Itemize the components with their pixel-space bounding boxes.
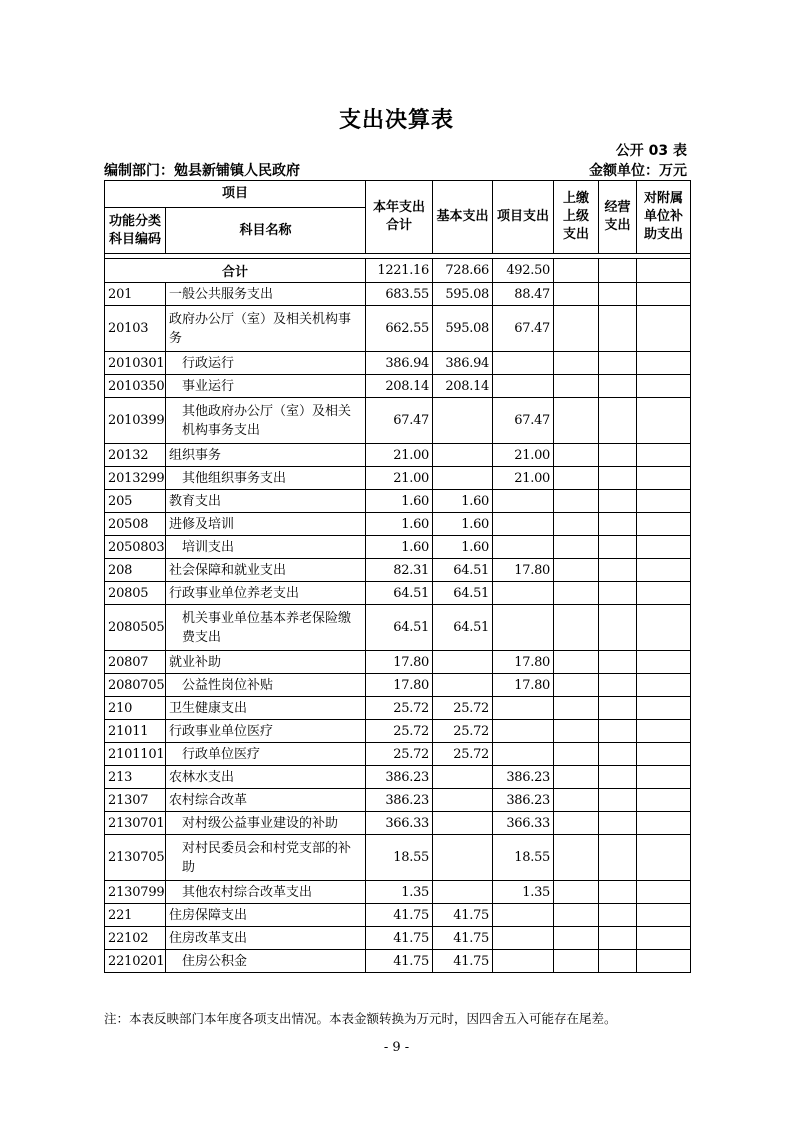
page-title: 支出决算表 [338, 108, 454, 133]
row-name: 其他政府办公厅（室）及相关机构事务支出 [166, 398, 366, 444]
row-total: 64.51 [366, 605, 433, 651]
row-name: 住房保障支出 [166, 904, 366, 927]
row-total: 67.47 [366, 398, 433, 444]
row-upper [554, 582, 599, 605]
table-row [105, 766, 691, 789]
expenditure-table [104, 180, 691, 973]
row-subsidy [637, 904, 691, 927]
row-code: 22102 [105, 927, 166, 950]
row-subsidy [637, 352, 691, 375]
row-upper [554, 812, 599, 835]
row-subsidy [637, 812, 691, 835]
row-business [599, 559, 637, 582]
row-project: 88.47 [493, 283, 554, 306]
row-business [599, 835, 637, 881]
row-subsidy [637, 881, 691, 904]
department-label: 编制部门：勉县新铺镇人民政府 [104, 163, 300, 179]
row-project [493, 697, 554, 720]
row-name: 对村民委员会和村党支部的补助 [166, 835, 366, 881]
table-row [105, 398, 691, 444]
table-code: 公开 03 表 [615, 143, 687, 159]
row-business [599, 881, 637, 904]
row-project: 1.35 [493, 881, 554, 904]
page-number: - 9 - [383, 1040, 410, 1055]
total-row [105, 259, 691, 283]
total-upper [554, 259, 599, 283]
row-subsidy [637, 697, 691, 720]
row-upper [554, 559, 599, 582]
row-name: 行政事业单位养老支出 [166, 582, 366, 605]
table-row [105, 283, 691, 306]
row-code: 2010350 [105, 375, 166, 398]
row-code: 2101101 [105, 743, 166, 766]
row-business [599, 720, 637, 743]
row-basic: 25.72 [433, 697, 493, 720]
row-business [599, 766, 637, 789]
row-subsidy [637, 283, 691, 306]
total-subsidy [637, 259, 691, 283]
table-row [105, 467, 691, 490]
row-name: 农村综合改革 [166, 789, 366, 812]
row-project: 18.55 [493, 835, 554, 881]
row-total: 1.60 [366, 490, 433, 513]
row-basic [433, 398, 493, 444]
row-total: 17.80 [366, 651, 433, 674]
row-basic [433, 467, 493, 490]
row-basic: 41.75 [433, 904, 493, 927]
row-project [493, 375, 554, 398]
row-business [599, 467, 637, 490]
row-business [599, 283, 637, 306]
row-code: 20103 [105, 306, 166, 352]
header-subject-name: 科目名称 [166, 208, 366, 254]
row-upper [554, 697, 599, 720]
row-basic: 64.51 [433, 582, 493, 605]
table-row [105, 490, 691, 513]
total-total: 1221.16 [366, 259, 433, 283]
row-project: 17.80 [493, 674, 554, 697]
row-basic: 208.14 [433, 375, 493, 398]
row-total: 21.00 [366, 444, 433, 467]
row-project: 67.47 [493, 306, 554, 352]
row-upper [554, 513, 599, 536]
row-total: 41.75 [366, 927, 433, 950]
row-subsidy [637, 490, 691, 513]
row-name: 住房改革支出 [166, 927, 366, 950]
total-basic: 728.66 [433, 259, 493, 283]
row-code: 2050803 [105, 536, 166, 559]
row-subsidy [637, 306, 691, 352]
table-row [105, 375, 691, 398]
row-subsidy [637, 766, 691, 789]
row-total: 64.51 [366, 582, 433, 605]
row-subsidy [637, 513, 691, 536]
header-business: 经营支出 [599, 181, 637, 254]
row-total: 21.00 [366, 467, 433, 490]
row-code: 20132 [105, 444, 166, 467]
row-business [599, 582, 637, 605]
row-project [493, 927, 554, 950]
row-subsidy [637, 950, 691, 973]
row-business [599, 398, 637, 444]
row-code: 20807 [105, 651, 166, 674]
row-business [599, 674, 637, 697]
row-subsidy [637, 536, 691, 559]
row-basic: 386.94 [433, 352, 493, 375]
table-row [105, 835, 691, 881]
table-note: 注：本表反映部门本年度各项支出情况。本表金额转换为万元时，因四舍五入可能存在尾差。 [104, 1011, 617, 1026]
row-business [599, 352, 637, 375]
row-project [493, 490, 554, 513]
row-project: 386.23 [493, 766, 554, 789]
row-total: 41.75 [366, 950, 433, 973]
row-total: 386.23 [366, 766, 433, 789]
row-project: 21.00 [493, 467, 554, 490]
row-name: 社会保障和就业支出 [166, 559, 366, 582]
row-upper [554, 605, 599, 651]
table-row [105, 674, 691, 697]
row-code: 2010301 [105, 352, 166, 375]
row-basic: 1.60 [433, 536, 493, 559]
row-upper [554, 881, 599, 904]
row-basic: 1.60 [433, 490, 493, 513]
row-code: 2010399 [105, 398, 166, 444]
row-project: 67.47 [493, 398, 554, 444]
row-subsidy [637, 720, 691, 743]
row-total: 41.75 [366, 904, 433, 927]
row-business [599, 490, 637, 513]
row-name: 教育支出 [166, 490, 366, 513]
row-upper [554, 835, 599, 881]
row-code: 2130799 [105, 881, 166, 904]
row-subsidy [637, 927, 691, 950]
row-project [493, 720, 554, 743]
table-row [105, 536, 691, 559]
row-basic: 595.08 [433, 283, 493, 306]
table-row [105, 743, 691, 766]
unit-label: 金额单位：万元 [589, 163, 687, 179]
row-total: 82.31 [366, 559, 433, 582]
table-row [105, 559, 691, 582]
row-upper [554, 398, 599, 444]
row-upper [554, 766, 599, 789]
table-row [105, 812, 691, 835]
row-code: 2210201 [105, 950, 166, 973]
row-business [599, 904, 637, 927]
row-code: 20508 [105, 513, 166, 536]
row-basic [433, 651, 493, 674]
row-subsidy [637, 605, 691, 651]
row-name: 进修及培训 [166, 513, 366, 536]
total-label: 合计 [105, 259, 366, 283]
row-project: 386.23 [493, 789, 554, 812]
row-project [493, 950, 554, 973]
row-subsidy [637, 835, 691, 881]
row-business [599, 513, 637, 536]
row-project: 17.80 [493, 651, 554, 674]
row-subsidy [637, 559, 691, 582]
header-subsidy: 对附属单位补助支出 [637, 181, 691, 254]
row-upper [554, 651, 599, 674]
row-total: 1.60 [366, 513, 433, 536]
row-basic [433, 835, 493, 881]
table-row [105, 904, 691, 927]
table-row [105, 605, 691, 651]
row-subsidy [637, 789, 691, 812]
row-name: 事业运行 [166, 375, 366, 398]
row-subsidy [637, 444, 691, 467]
row-name: 机关事业单位基本养老保险缴费支出 [166, 605, 366, 651]
row-subsidy [637, 467, 691, 490]
row-name: 一般公共服务支出 [166, 283, 366, 306]
table-row [105, 306, 691, 352]
row-business [599, 743, 637, 766]
header-basic: 基本支出 [433, 181, 493, 254]
table-row [105, 881, 691, 904]
row-project [493, 536, 554, 559]
header-func-code: 功能分类科目编码 [105, 208, 166, 254]
row-code: 2080705 [105, 674, 166, 697]
row-name: 就业补助 [166, 651, 366, 674]
row-name: 组织事务 [166, 444, 366, 467]
row-upper [554, 352, 599, 375]
table-row [105, 950, 691, 973]
row-code: 2080505 [105, 605, 166, 651]
row-name: 对村级公益事业建设的补助 [166, 812, 366, 835]
row-name: 住房公积金 [166, 950, 366, 973]
row-upper [554, 444, 599, 467]
header-total: 本年支出合计 [366, 181, 433, 254]
row-basic [433, 444, 493, 467]
table-row [105, 927, 691, 950]
row-upper [554, 283, 599, 306]
row-business [599, 950, 637, 973]
row-name: 行政运行 [166, 352, 366, 375]
row-total: 366.33 [366, 812, 433, 835]
row-upper [554, 950, 599, 973]
row-upper [554, 904, 599, 927]
row-basic: 25.72 [433, 743, 493, 766]
row-code: 20805 [105, 582, 166, 605]
row-name: 政府办公厅（室）及相关机构事务 [166, 306, 366, 352]
row-code: 210 [105, 697, 166, 720]
row-business [599, 536, 637, 559]
row-project: 366.33 [493, 812, 554, 835]
row-name: 行政单位医疗 [166, 743, 366, 766]
row-basic [433, 789, 493, 812]
row-subsidy [637, 398, 691, 444]
row-business [599, 927, 637, 950]
row-upper [554, 306, 599, 352]
row-project [493, 352, 554, 375]
row-name: 农林水支出 [166, 766, 366, 789]
row-basic: 41.75 [433, 950, 493, 973]
row-basic [433, 766, 493, 789]
row-name: 卫生健康支出 [166, 697, 366, 720]
row-code: 2130701 [105, 812, 166, 835]
row-total: 386.23 [366, 789, 433, 812]
row-business [599, 697, 637, 720]
row-code: 2013299 [105, 467, 166, 490]
row-total: 17.80 [366, 674, 433, 697]
row-code: 201 [105, 283, 166, 306]
row-basic: 41.75 [433, 927, 493, 950]
row-subsidy [637, 674, 691, 697]
row-code: 21011 [105, 720, 166, 743]
row-upper [554, 674, 599, 697]
row-upper [554, 720, 599, 743]
header-upper: 上缴上级支出 [554, 181, 599, 254]
total-project: 492.50 [493, 259, 554, 283]
row-subsidy [637, 651, 691, 674]
row-subsidy [637, 582, 691, 605]
table-row [105, 513, 691, 536]
table-row [105, 582, 691, 605]
row-code: 2130705 [105, 835, 166, 881]
row-business [599, 306, 637, 352]
row-basic: 25.72 [433, 720, 493, 743]
table-row [105, 444, 691, 467]
row-name: 其他农村综合改革支出 [166, 881, 366, 904]
row-basic [433, 881, 493, 904]
table-row [105, 651, 691, 674]
table-row [105, 789, 691, 812]
row-project [493, 904, 554, 927]
row-basic: 64.51 [433, 605, 493, 651]
row-upper [554, 490, 599, 513]
row-project [493, 582, 554, 605]
row-upper [554, 375, 599, 398]
row-business [599, 651, 637, 674]
row-total: 18.55 [366, 835, 433, 881]
header-project: 项目支出 [493, 181, 554, 254]
header-item: 项目 [105, 181, 366, 208]
row-name: 行政事业单位医疗 [166, 720, 366, 743]
row-total: 1.60 [366, 536, 433, 559]
row-basic [433, 812, 493, 835]
row-project: 21.00 [493, 444, 554, 467]
table-row [105, 720, 691, 743]
row-code: 221 [105, 904, 166, 927]
row-project [493, 743, 554, 766]
row-project [493, 513, 554, 536]
row-upper [554, 467, 599, 490]
total-business [599, 259, 637, 283]
row-business [599, 375, 637, 398]
row-basic: 64.51 [433, 559, 493, 582]
row-code: 213 [105, 766, 166, 789]
row-total: 386.94 [366, 352, 433, 375]
row-business [599, 789, 637, 812]
row-total: 683.55 [366, 283, 433, 306]
row-code: 205 [105, 490, 166, 513]
row-basic: 1.60 [433, 513, 493, 536]
row-total: 25.72 [366, 697, 433, 720]
table-row [105, 697, 691, 720]
row-upper [554, 927, 599, 950]
row-project [493, 605, 554, 651]
row-upper [554, 743, 599, 766]
row-total: 25.72 [366, 720, 433, 743]
table-row [105, 352, 691, 375]
row-total: 662.55 [366, 306, 433, 352]
row-code: 208 [105, 559, 166, 582]
row-upper [554, 789, 599, 812]
row-subsidy [637, 743, 691, 766]
row-name: 公益性岗位补贴 [166, 674, 366, 697]
row-upper [554, 536, 599, 559]
row-subsidy [637, 375, 691, 398]
row-basic [433, 674, 493, 697]
row-project: 17.80 [493, 559, 554, 582]
row-business [599, 812, 637, 835]
row-code: 21307 [105, 789, 166, 812]
row-total: 208.14 [366, 375, 433, 398]
row-business [599, 605, 637, 651]
row-basic: 595.08 [433, 306, 493, 352]
row-name: 培训支出 [166, 536, 366, 559]
row-business [599, 444, 637, 467]
row-total: 1.35 [366, 881, 433, 904]
row-name: 其他组织事务支出 [166, 467, 366, 490]
row-total: 25.72 [366, 743, 433, 766]
